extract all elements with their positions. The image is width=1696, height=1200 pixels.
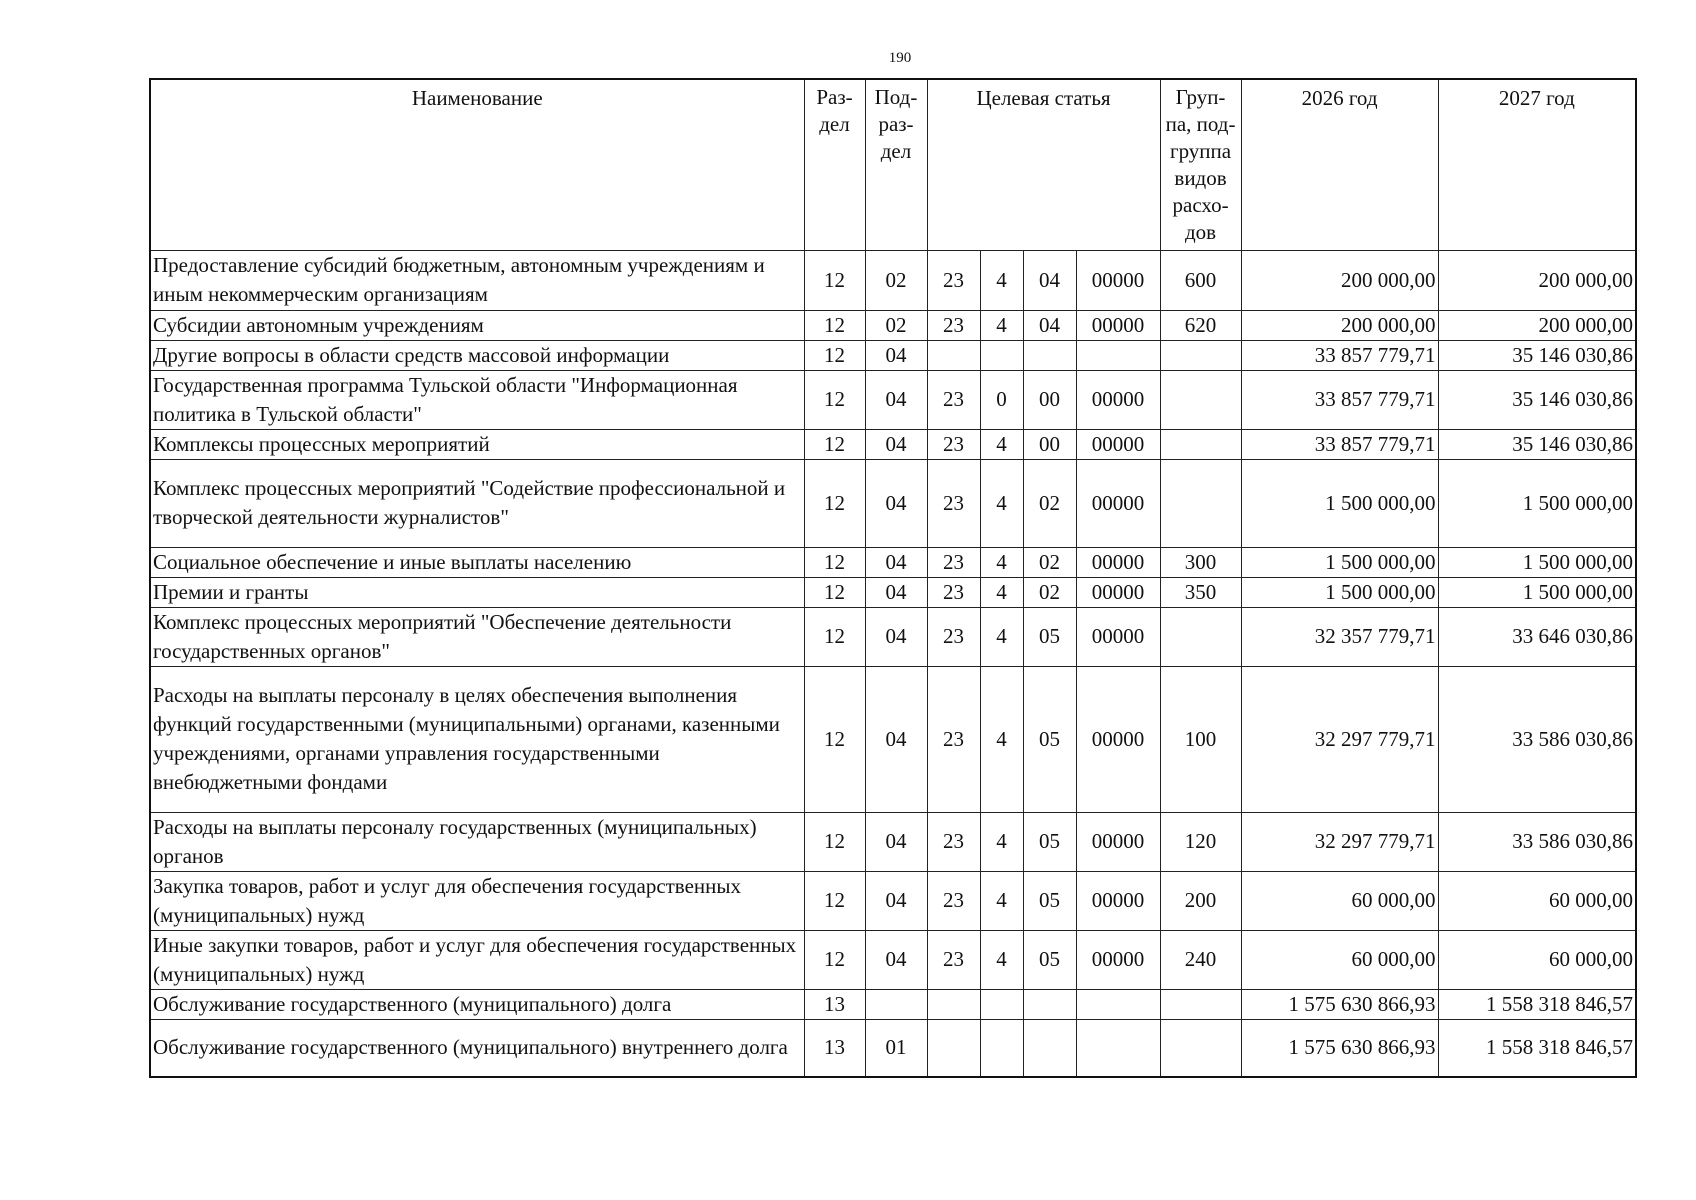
- header-2027: 2027 год: [1438, 79, 1636, 250]
- table-row: [150, 577, 1636, 607]
- row-target-complex: 00: [1023, 429, 1076, 459]
- row-podrazdel: 04: [865, 459, 927, 547]
- header-group-line: Груп-: [1175, 85, 1226, 109]
- row-name: Расходы на выплаты персоналу государственных (муниципальных) органов: [150, 812, 804, 871]
- row-expense-group: 240: [1160, 930, 1241, 989]
- header-group-line: видов: [1174, 166, 1227, 190]
- row-podrazdel: [865, 989, 927, 1019]
- header-podrazdel-line: дел: [880, 139, 912, 163]
- table-row: [150, 607, 1636, 666]
- table-row: [150, 310, 1636, 340]
- row-target-type: 4: [980, 310, 1023, 340]
- row-razdel: 12: [804, 340, 865, 370]
- row-podrazdel: 04: [865, 577, 927, 607]
- row-amount-2027: 1 500 000,00: [1438, 459, 1636, 547]
- row-target-complex: 04: [1023, 310, 1076, 340]
- row-target-direction: 00000: [1076, 607, 1160, 666]
- row-name: Премии и гранты: [150, 577, 804, 607]
- row-amount-2027: 60 000,00: [1438, 930, 1636, 989]
- table-row: [150, 1019, 1636, 1077]
- row-amount-2026: 32 357 779,71: [1241, 607, 1438, 666]
- row-target-complex: 05: [1023, 812, 1076, 871]
- row-amount-2026: 1 575 630 866,93: [1241, 989, 1438, 1019]
- row-name: Комплекс процессных мероприятий "Содействие профессиональной и творческой деятельности журналистов": [150, 459, 804, 547]
- row-podrazdel: 04: [865, 370, 927, 429]
- header-2026: 2026 год: [1241, 79, 1438, 250]
- row-amount-2027: 33 646 030,86: [1438, 607, 1636, 666]
- row-target-program: 23: [927, 429, 980, 459]
- row-amount-2027: 33 586 030,86: [1438, 666, 1636, 812]
- row-expense-group: 600: [1160, 250, 1241, 310]
- row-target-direction: 00000: [1076, 310, 1160, 340]
- row-target-program: 23: [927, 459, 980, 547]
- row-name: Комплексы процессных мероприятий: [150, 429, 804, 459]
- header-row: [150, 79, 1636, 250]
- row-target-program: 23: [927, 871, 980, 930]
- row-name: Обслуживание государственного (муниципального) долга: [150, 989, 804, 1019]
- row-target-direction: 00000: [1076, 871, 1160, 930]
- row-target-direction: 00000: [1076, 930, 1160, 989]
- row-amount-2026: 1 575 630 866,93: [1241, 1019, 1438, 1077]
- row-expense-group: 100: [1160, 666, 1241, 812]
- row-target-type: 4: [980, 547, 1023, 577]
- row-razdel: 12: [804, 666, 865, 812]
- row-podrazdel: 04: [865, 429, 927, 459]
- table-row: [150, 812, 1636, 871]
- row-razdel: 12: [804, 930, 865, 989]
- row-name: Иные закупки товаров, работ и услуг для обеспечения государственных (муниципальных) нужд: [150, 930, 804, 989]
- row-amount-2027: 1 500 000,00: [1438, 547, 1636, 577]
- row-amount-2026: 33 857 779,71: [1241, 340, 1438, 370]
- row-podrazdel: 04: [865, 547, 927, 577]
- row-target-type: 4: [980, 577, 1023, 607]
- row-amount-2027: 1 558 318 846,57: [1438, 1019, 1636, 1077]
- row-expense-group: [1160, 607, 1241, 666]
- row-target-direction: 00000: [1076, 547, 1160, 577]
- table-row: [150, 666, 1636, 812]
- row-target-type: 4: [980, 666, 1023, 812]
- row-amount-2027: 1 558 318 846,57: [1438, 989, 1636, 1019]
- row-target-program: 23: [927, 577, 980, 607]
- row-target-type: [980, 989, 1023, 1019]
- header-name: Наименование: [150, 79, 804, 250]
- row-expense-group: 300: [1160, 547, 1241, 577]
- table-row: [150, 989, 1636, 1019]
- row-target-program: 23: [927, 310, 980, 340]
- row-amount-2026: 32 297 779,71: [1241, 812, 1438, 871]
- row-razdel: 12: [804, 577, 865, 607]
- row-target-type: [980, 1019, 1023, 1077]
- row-amount-2027: 35 146 030,86: [1438, 340, 1636, 370]
- row-name: Закупка товаров, работ и услуг для обеспечения государственных (муниципальных) нужд: [150, 871, 804, 930]
- header-group: [1160, 79, 1241, 250]
- row-target-complex: 02: [1023, 577, 1076, 607]
- row-target-program: 23: [927, 930, 980, 989]
- row-target-type: [980, 340, 1023, 370]
- row-target-direction: 00000: [1076, 812, 1160, 871]
- row-razdel: 13: [804, 1019, 865, 1077]
- header-razdel: [804, 79, 865, 250]
- row-target-program: 23: [927, 666, 980, 812]
- row-razdel: 12: [804, 370, 865, 429]
- row-podrazdel: 02: [865, 310, 927, 340]
- row-podrazdel: 04: [865, 340, 927, 370]
- row-expense-group: 200: [1160, 871, 1241, 930]
- table-row: [150, 459, 1636, 547]
- row-target-program: [927, 340, 980, 370]
- table-row: [150, 250, 1636, 310]
- row-expense-group: [1160, 340, 1241, 370]
- row-razdel: 12: [804, 607, 865, 666]
- row-name: Государственная программа Тульской области "Информационная политика в Тульской области": [150, 370, 804, 429]
- row-amount-2027: 35 146 030,86: [1438, 429, 1636, 459]
- row-expense-group: [1160, 429, 1241, 459]
- row-target-complex: 05: [1023, 930, 1076, 989]
- row-target-type: 4: [980, 812, 1023, 871]
- row-target-program: 23: [927, 370, 980, 429]
- row-target-direction: 00000: [1076, 250, 1160, 310]
- row-target-complex: 00: [1023, 370, 1076, 429]
- row-target-type: 4: [980, 607, 1023, 666]
- row-name: Социальное обеспечение и иные выплаты населению: [150, 547, 804, 577]
- row-target-complex: 04: [1023, 250, 1076, 310]
- header-group-line: группа: [1169, 139, 1232, 163]
- row-target-program: [927, 989, 980, 1019]
- row-amount-2026: 1 500 000,00: [1241, 459, 1438, 547]
- row-target-complex: 05: [1023, 607, 1076, 666]
- row-podrazdel: 04: [865, 812, 927, 871]
- row-target-direction: [1076, 1019, 1160, 1077]
- row-target-complex: 02: [1023, 459, 1076, 547]
- row-amount-2027: 33 586 030,86: [1438, 812, 1636, 871]
- row-amount-2026: 60 000,00: [1241, 930, 1438, 989]
- header-podrazdel-line: раз-: [878, 112, 914, 136]
- row-target-direction: [1076, 340, 1160, 370]
- page-number: 190: [888, 50, 912, 66]
- row-razdel: 12: [804, 871, 865, 930]
- row-target-complex: 02: [1023, 547, 1076, 577]
- header-group-line: дов: [1184, 220, 1217, 244]
- row-name: Субсидии автономным учреждениям: [150, 310, 804, 340]
- row-target-direction: 00000: [1076, 429, 1160, 459]
- row-amount-2026: 200 000,00: [1241, 310, 1438, 340]
- row-amount-2026: 60 000,00: [1241, 871, 1438, 930]
- header-podrazdel-line: Под-: [874, 85, 918, 109]
- header-target-article: Целевая статья: [927, 79, 1160, 250]
- row-razdel: 12: [804, 310, 865, 340]
- row-podrazdel: 04: [865, 607, 927, 666]
- header-razdel-line: Раз-: [816, 85, 853, 109]
- row-target-type: 4: [980, 429, 1023, 459]
- row-expense-group: 350: [1160, 577, 1241, 607]
- table-row: [150, 340, 1636, 370]
- row-amount-2027: 200 000,00: [1438, 310, 1636, 340]
- row-target-type: 4: [980, 871, 1023, 930]
- row-razdel: 12: [804, 429, 865, 459]
- row-podrazdel: 04: [865, 930, 927, 989]
- row-target-direction: 00000: [1076, 370, 1160, 429]
- row-razdel: 12: [804, 250, 865, 310]
- table-row: [150, 547, 1636, 577]
- row-expense-group: [1160, 459, 1241, 547]
- row-target-direction: [1076, 989, 1160, 1019]
- budget-table: [149, 78, 1637, 1078]
- table-row: [150, 871, 1636, 930]
- header-group-line: расхо-: [1172, 193, 1229, 217]
- header-group-line: па, под-: [1165, 112, 1236, 136]
- row-expense-group: 620: [1160, 310, 1241, 340]
- row-amount-2026: 200 000,00: [1241, 250, 1438, 310]
- row-target-type: 4: [980, 250, 1023, 310]
- row-name: Предоставление субсидий бюджетным, автономным учреждениям и иным некоммерческим организациям: [150, 250, 804, 310]
- row-target-complex: [1023, 989, 1076, 1019]
- row-target-program: 23: [927, 812, 980, 871]
- row-expense-group: [1160, 370, 1241, 429]
- row-target-complex: 05: [1023, 666, 1076, 812]
- row-razdel: 13: [804, 989, 865, 1019]
- row-target-program: 23: [927, 607, 980, 666]
- row-razdel: 12: [804, 812, 865, 871]
- row-name: Обслуживание государственного (муниципального) внутреннего долга: [150, 1019, 804, 1077]
- row-expense-group: [1160, 989, 1241, 1019]
- row-podrazdel: 04: [865, 871, 927, 930]
- row-name: Другие вопросы в области средств массовой информации: [150, 340, 804, 370]
- row-target-type: 4: [980, 930, 1023, 989]
- row-expense-group: [1160, 1019, 1241, 1077]
- row-podrazdel: 02: [865, 250, 927, 310]
- row-target-direction: 00000: [1076, 577, 1160, 607]
- row-podrazdel: 04: [865, 666, 927, 812]
- row-amount-2027: 1 500 000,00: [1438, 577, 1636, 607]
- row-amount-2027: 35 146 030,86: [1438, 370, 1636, 429]
- table-row: [150, 370, 1636, 429]
- table-row: [150, 930, 1636, 989]
- row-expense-group: 120: [1160, 812, 1241, 871]
- row-target-direction: 00000: [1076, 666, 1160, 812]
- row-razdel: 12: [804, 547, 865, 577]
- row-amount-2026: 33 857 779,71: [1241, 370, 1438, 429]
- row-amount-2026: 33 857 779,71: [1241, 429, 1438, 459]
- row-target-type: 0: [980, 370, 1023, 429]
- row-target-program: 23: [927, 547, 980, 577]
- row-podrazdel: 01: [865, 1019, 927, 1077]
- row-target-type: 4: [980, 459, 1023, 547]
- row-name: Расходы на выплаты персоналу в целях обеспечения выполнения функций государственными (муниципальными) органами, казенными учреждениями, органами управления государственными внебюджетными фондами: [150, 666, 804, 812]
- row-amount-2026: 1 500 000,00: [1241, 577, 1438, 607]
- row-amount-2026: 32 297 779,71: [1241, 666, 1438, 812]
- row-amount-2027: 200 000,00: [1438, 250, 1636, 310]
- row-target-complex: [1023, 340, 1076, 370]
- row-name: Комплекс процессных мероприятий "Обеспечение деятельности государственных органов": [150, 607, 804, 666]
- table-row: [150, 429, 1636, 459]
- header-razdel-line: дел: [819, 112, 850, 136]
- row-target-direction: 00000: [1076, 459, 1160, 547]
- row-amount-2027: 60 000,00: [1438, 871, 1636, 930]
- row-target-complex: 05: [1023, 871, 1076, 930]
- row-target-program: 23: [927, 250, 980, 310]
- header-podrazdel: [865, 79, 927, 250]
- row-target-program: [927, 1019, 980, 1077]
- row-target-complex: [1023, 1019, 1076, 1077]
- row-amount-2026: 1 500 000,00: [1241, 547, 1438, 577]
- row-razdel: 12: [804, 459, 865, 547]
